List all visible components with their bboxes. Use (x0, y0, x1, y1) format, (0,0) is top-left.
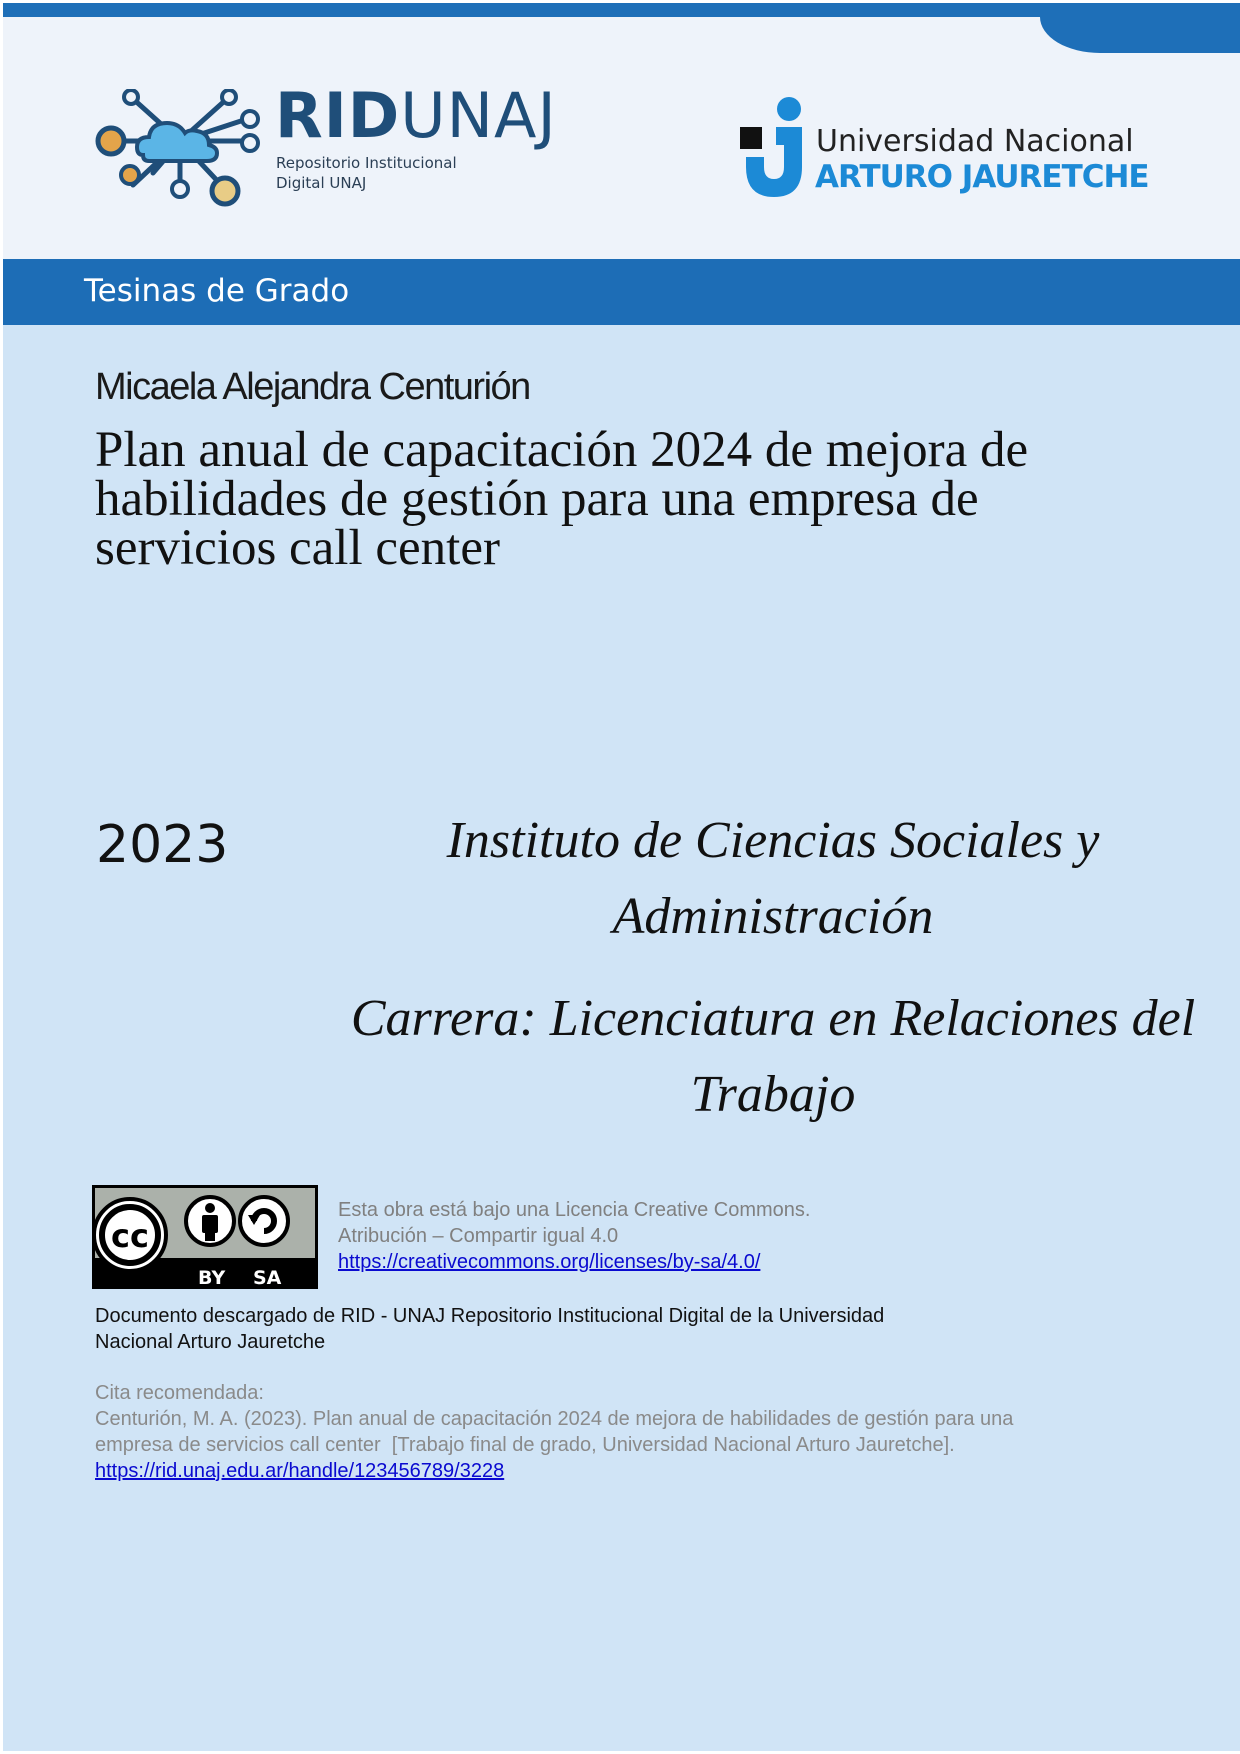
citation-line2: empresa de servicios call center [Trabajo final de grado, Universidad Nacional Arturo Jauretche]. (95, 1434, 955, 1456)
license-line2: Atribución – Compartir igual 4.0 (338, 1225, 619, 1247)
repo-subtitle-line2: Digital UNAJ (276, 174, 367, 192)
thesis-title-line3: servicios call center (95, 520, 500, 576)
section-band-label: Tesinas de Grado (84, 273, 350, 309)
thesis-title (95, 422, 1195, 576)
download-note (95, 1303, 995, 1355)
year: 2023 (96, 815, 229, 875)
license-info (338, 1197, 810, 1275)
cc-badge-by: BY (198, 1267, 226, 1289)
career-line1: Carrera: Licenciatura en Relaciones del (350, 990, 1196, 1047)
institute-line1: Instituto de Ciencias Sociales y (446, 812, 1100, 869)
institute-line2: Administración (612, 888, 934, 945)
license-link[interactable]: https://creativecommons.org/licenses/by-sa/4.0/ (338, 1251, 761, 1273)
download-note-line1: Documento descargado de RID - UNAJ Repositorio Institucional Digital de la Universidad (95, 1305, 885, 1327)
repo-name-light: UNAJ (400, 79, 557, 152)
repo-subtitle (276, 153, 457, 193)
thesis-title-line1: Plan anual de capacitación 2024 de mejora de (95, 422, 1029, 478)
recommended-citation (95, 1380, 1095, 1484)
citation-line1: Centurión, M. A. (2023). Plan anual de capacitación 2024 de mejora de habilidades de gestión para una (95, 1408, 1014, 1430)
repo-name-bold: RID (275, 79, 401, 152)
top-corner-decoration (1040, 3, 1240, 53)
citation-link[interactable]: https://rid.unaj.edu.ar/handle/123456789/3228 (95, 1460, 505, 1482)
svg-text:cc: cc (111, 1217, 149, 1255)
career-line2: Trabajo (690, 1066, 856, 1123)
unaj-j-icon (740, 97, 810, 201)
citation-label: Cita recomendada: (95, 1382, 264, 1404)
thesis-title-line2: habilidades de gestión para una empresa de (95, 471, 979, 527)
download-note-line2: Nacional Arturo Jauretche (95, 1331, 326, 1353)
repo-wordmark (275, 79, 557, 152)
author-name: Micaela Alejandra Centurión (95, 366, 530, 408)
repo-subtitle-line1: Repositorio Institucional (276, 154, 457, 172)
cc-badge-sa: SA (253, 1267, 282, 1289)
license-line1: Esta obra está bajo una Licencia Creative Commons. (338, 1199, 811, 1221)
document-page (3, 3, 1240, 1751)
university-name-line1: Universidad Nacional (816, 124, 1134, 159)
career-name (343, 981, 1203, 1133)
institute-name (343, 803, 1203, 955)
header (3, 3, 1240, 259)
university-name-line2: ARTURO JAURETCHE (815, 159, 1149, 195)
cloud-network-icon (95, 89, 265, 207)
